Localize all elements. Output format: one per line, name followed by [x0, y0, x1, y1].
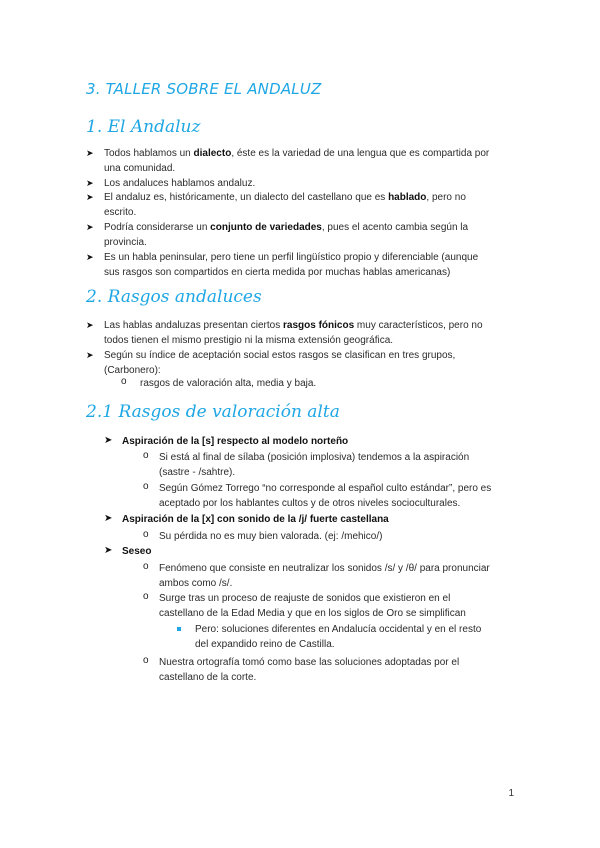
arrow-bullet-icon: ➤ [86, 350, 94, 360]
document-title: 3. TALLER SOBRE EL ANDALUZ [86, 80, 322, 98]
arrow-bullet-icon: ➤ [86, 222, 94, 232]
arrow-bullet-icon: ➤ [86, 252, 94, 262]
bullet-item: Podría considerarse un conjunto de variedades, pues el acento cambia según la provincia. [104, 222, 469, 248]
feature-title: Aspiración de la [s] respecto al modelo norteño [122, 436, 349, 447]
sub-bullet-item: Su pérdida no es muy bien valorada. (ej: /mehico/) [159, 531, 383, 542]
circle-bullet-icon: o [143, 655, 149, 666]
arrow-bullet-icon: ➤ [104, 513, 113, 524]
section-heading-el-andaluz: 1. El Andaluz [86, 117, 201, 137]
section-heading-valoracion-alta: 2.1 Rasgos de valoración alta [86, 402, 340, 422]
arrow-bullet-icon: ➤ [86, 178, 94, 188]
sub-bullet-item: Si está al final de sílaba (posición implosiva) tendemos a la aspiración (sastre - /sahtre). [159, 452, 470, 478]
square-bullet-icon [177, 627, 181, 631]
arrow-bullet-icon: ➤ [86, 148, 94, 158]
sub-bullet-item: Surge tras un proceso de reajuste de sonidos que existieron en el castellano de la Edad Media y que en los siglos de Oro se simplifican [159, 593, 466, 619]
arrow-bullet-icon: ➤ [86, 320, 94, 330]
circle-bullet-icon: o [121, 376, 127, 387]
feature-title: Aspiración de la [x] con sonido de la /j/ fuerte castellana [122, 514, 389, 525]
arrow-bullet-icon: ➤ [104, 545, 113, 556]
bullet-item: Los andaluces hablamos andaluz. [104, 178, 256, 189]
circle-bullet-icon: o [143, 561, 149, 572]
bullet-item: Según su índice de aceptación social estos rasgos se clasifican en tres grupos, (Carbonero): [104, 350, 456, 376]
bullet-item: Las hablas andaluzas presentan ciertos rasgos fónicos muy característicos, pero no todos tienen el mismo prestigio ni la misma extensión geográfica. [104, 320, 483, 346]
circle-bullet-icon: o [143, 591, 149, 602]
sub-bullet-item: rasgos de valoración alta, media y baja. [140, 378, 317, 389]
feature-title: Seseo [122, 546, 152, 557]
arrow-bullet-icon: ➤ [104, 435, 113, 446]
page-number: 1 [508, 788, 514, 799]
sub-bullet-item: Según Gómez Torrego “no corresponde al español culto estándar”, pero es aceptado por los hablantes cultos y de otros niveles socioculturales. [159, 483, 492, 509]
sub-bullet-item: Fenómeno que consiste en neutralizar los sonidos /s/ y /θ/ para pronunciar ambos como /s/. [159, 563, 490, 589]
sub-sub-bullet-item: Pero: soluciones diferentes en Andalucía occidental y en el resto del expandido reino de Castilla. [195, 624, 482, 650]
sub-bullet-item: Nuestra ortografía tomó como base las soluciones adoptadas por el castellano de la corte. [159, 657, 460, 683]
circle-bullet-icon: o [143, 529, 149, 540]
bullet-item: Todos hablamos un dialecto, éste es la variedad de una lengua que es compartida por una comunidad. [104, 148, 490, 174]
circle-bullet-icon: o [143, 481, 149, 492]
arrow-bullet-icon: ➤ [86, 192, 94, 202]
bullet-item: El andaluz es, históricamente, un dialecto del castellano que es hablado, pero no escrito. [104, 192, 466, 218]
bullet-item: Es un habla peninsular, pero tiene un perfil lingüístico propio y diferenciable (aunque sus rasgos son compartidos en cierta medida por muchas hablas americanas) [104, 252, 479, 278]
section-heading-rasgos-andaluces: 2. Rasgos andaluces [86, 287, 262, 307]
circle-bullet-icon: o [143, 450, 149, 461]
